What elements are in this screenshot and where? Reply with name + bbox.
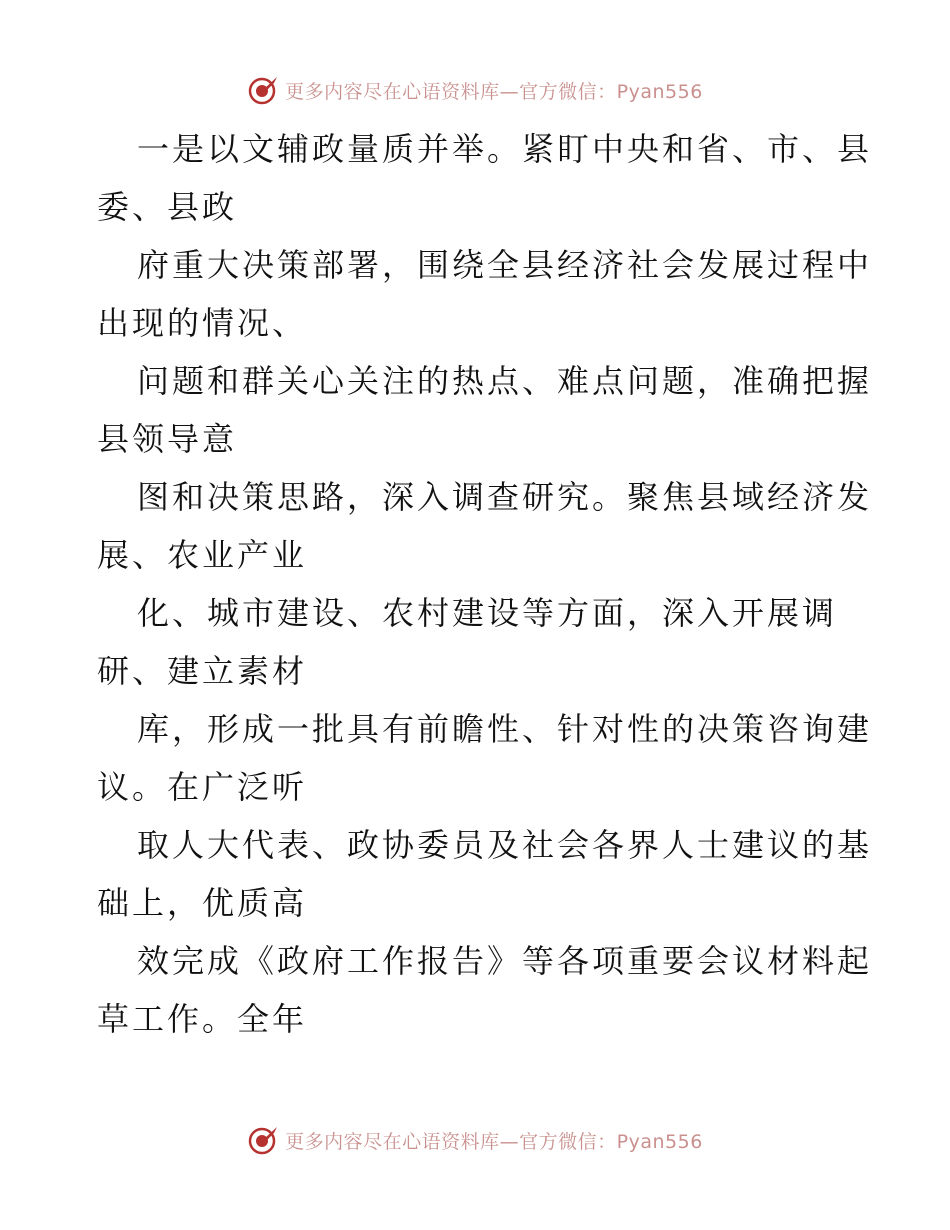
paragraph-line: 议。在广泛听	[97, 768, 308, 806]
paragraph-line: 研、建立素材	[97, 652, 308, 690]
paragraph-4	[0, 468, 950, 584]
paragraph-line: 一是以文辅政量质并举。紧盯中央和省、市、县	[137, 130, 873, 168]
header-banner-text: 更多内容尽在心语资料库—官方微信：Pyan556	[285, 80, 703, 103]
paragraph-line: 展、农业产业	[97, 536, 308, 574]
paragraph-line: 问题和群关心关注的热点、难点问题，准确把握	[137, 362, 873, 400]
paragraph-line: 府重大决策部署，围绕全县经济社会发展过程中	[137, 246, 873, 284]
paragraph-line: 出现的情况、	[97, 304, 308, 342]
paragraph-line: 图和决策思路，深入调查研究。聚焦县域经济发	[137, 478, 873, 516]
document-body	[0, 120, 950, 1048]
paragraph-line: 效完成《政府工作报告》等各项重要会议材料起	[137, 942, 873, 980]
paragraph-line: 取人大代表、政协委员及社会各界人士建议的基	[137, 826, 873, 864]
paragraph-7	[0, 816, 950, 932]
footer-banner	[0, 1120, 950, 1160]
quill-seal-logo-icon	[247, 74, 279, 106]
paragraph-line: 草工作。全年	[97, 1000, 308, 1038]
paragraph-8	[0, 932, 950, 1048]
header-banner	[0, 70, 950, 110]
paragraph-line: 化、城市建设、农村建设等方面，深入开展调	[137, 594, 838, 632]
paragraph-line: 委、县政	[97, 188, 238, 226]
quill-seal-logo-icon	[247, 1124, 279, 1156]
paragraph-1	[0, 120, 950, 236]
paragraph-5	[0, 584, 950, 700]
paragraph-line: 库，形成一批具有前瞻性、针对性的决策咨询建	[137, 710, 873, 748]
footer-banner-text: 更多内容尽在心语资料库—官方微信：Pyan556	[285, 1130, 703, 1153]
paragraph-6	[0, 700, 950, 816]
paragraph-2	[0, 236, 950, 352]
paragraph-3	[0, 352, 950, 468]
paragraph-line: 县领导意	[97, 420, 238, 458]
paragraph-line: 础上，优质高	[97, 884, 308, 922]
